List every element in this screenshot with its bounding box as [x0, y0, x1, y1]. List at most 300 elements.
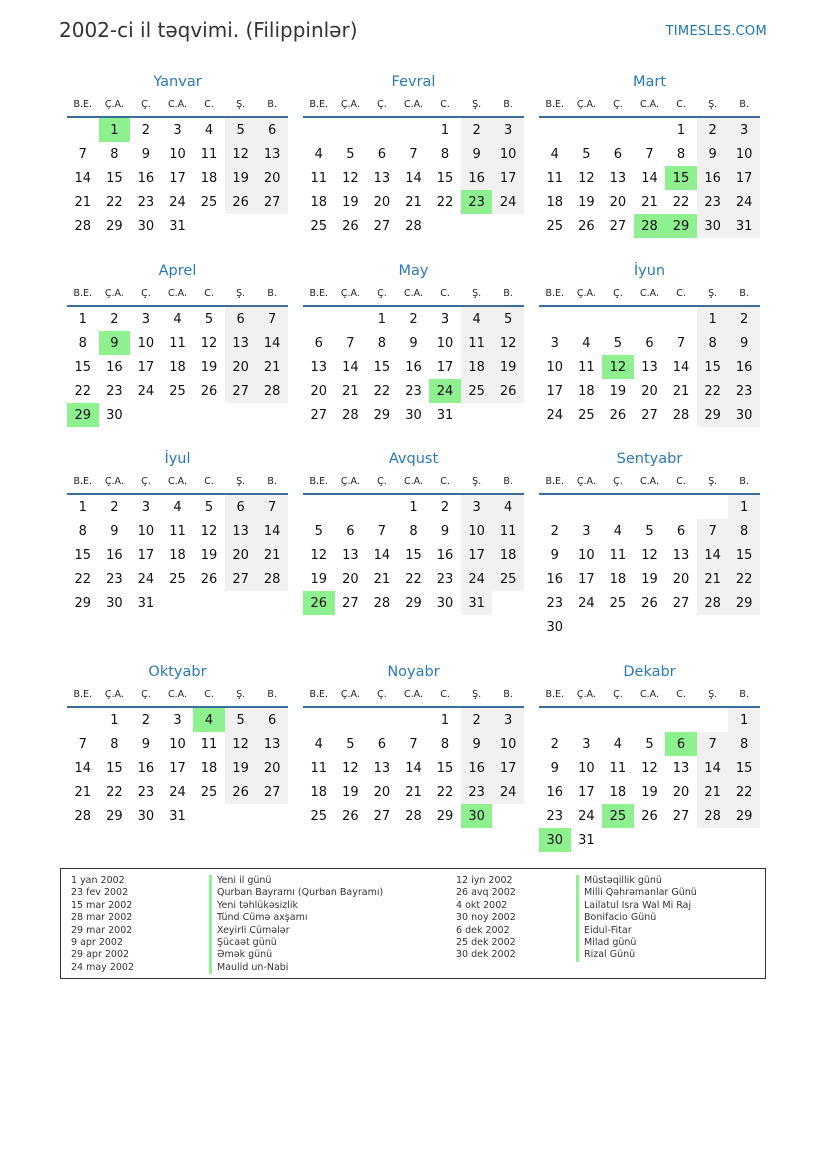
holiday-day-cell[interactable]: 30: [539, 828, 571, 852]
day-cell[interactable]: 27: [225, 567, 257, 591]
day-cell[interactable]: 22: [436, 784, 454, 800]
day-cell[interactable]: 4: [582, 335, 591, 351]
day-cell[interactable]: 11: [578, 359, 595, 375]
day-cell[interactable]: 2: [440, 499, 450, 515]
day-cell[interactable]: 10: [546, 359, 564, 375]
day-cell[interactable]: 18: [546, 194, 564, 210]
day-cell[interactable]: 7: [377, 523, 387, 539]
day-cell[interactable]: 3: [728, 117, 760, 142]
day-cell[interactable]: 29: [405, 595, 422, 611]
day-cell[interactable]: 15: [436, 760, 454, 776]
holiday-day-cell[interactable]: 23: [461, 190, 493, 214]
day-cell[interactable]: 17: [578, 571, 595, 587]
day-cell[interactable]: 19: [200, 359, 218, 375]
day-cell[interactable]: 31: [137, 595, 155, 611]
day-cell[interactable]: 5: [613, 335, 623, 351]
day-cell[interactable]: 28: [342, 407, 359, 423]
day-cell[interactable]: 8: [78, 335, 87, 351]
day-cell[interactable]: 11: [200, 736, 218, 752]
day-cell[interactable]: 7: [78, 736, 87, 752]
day-cell[interactable]: 20: [609, 194, 627, 210]
day-cell[interactable]: 2: [409, 311, 418, 327]
day-cell[interactable]: 11: [200, 146, 218, 162]
day-cell[interactable]: 25: [169, 571, 186, 587]
day-cell[interactable]: 2: [697, 117, 729, 142]
day-cell[interactable]: 6: [346, 523, 355, 539]
day-cell[interactable]: 11: [546, 170, 564, 186]
day-cell[interactable]: 21: [74, 194, 92, 210]
day-cell[interactable]: 17: [728, 166, 760, 190]
day-cell[interactable]: 10: [137, 335, 155, 351]
holiday-day-cell[interactable]: 1: [99, 117, 131, 142]
day-cell[interactable]: 20: [342, 571, 359, 587]
day-cell[interactable]: 16: [461, 756, 493, 780]
day-cell[interactable]: 16: [546, 571, 564, 587]
day-cell[interactable]: 7: [78, 146, 87, 162]
day-cell[interactable]: 22: [405, 571, 422, 587]
day-cell[interactable]: 10: [728, 142, 760, 166]
day-cell[interactable]: 13: [256, 732, 288, 756]
day-cell[interactable]: 1: [440, 712, 450, 728]
day-cell[interactable]: 26: [200, 571, 218, 587]
day-cell[interactable]: 24: [546, 407, 564, 423]
day-cell[interactable]: 30: [106, 407, 123, 423]
day-cell[interactable]: 17: [169, 170, 186, 186]
day-cell[interactable]: 3: [173, 122, 182, 138]
day-cell[interactable]: 7: [409, 736, 418, 752]
day-cell[interactable]: 2: [461, 117, 493, 142]
day-cell[interactable]: 3: [492, 707, 524, 732]
day-cell[interactable]: 20: [256, 756, 288, 780]
day-cell[interactable]: 14: [697, 543, 729, 567]
day-cell[interactable]: 6: [676, 523, 686, 539]
day-cell[interactable]: 20: [373, 784, 391, 800]
day-cell[interactable]: 21: [672, 383, 690, 399]
day-cell[interactable]: 22: [697, 379, 729, 403]
day-cell[interactable]: 10: [169, 736, 186, 752]
day-cell[interactable]: 14: [641, 170, 658, 186]
day-cell[interactable]: 5: [492, 306, 524, 331]
day-cell[interactable]: 14: [74, 760, 92, 776]
day-cell[interactable]: 22: [728, 567, 760, 591]
day-cell[interactable]: 1: [409, 499, 418, 515]
day-cell[interactable]: 27: [672, 595, 690, 611]
day-cell[interactable]: 25: [310, 808, 328, 824]
day-cell[interactable]: 30: [137, 218, 155, 234]
day-cell[interactable]: 11: [169, 523, 186, 539]
day-cell[interactable]: 9: [440, 523, 450, 539]
day-cell[interactable]: 5: [645, 736, 654, 752]
day-cell[interactable]: 9: [141, 146, 151, 162]
day-cell[interactable]: 5: [225, 707, 257, 732]
day-cell[interactable]: 16: [728, 355, 760, 379]
day-cell[interactable]: 21: [256, 543, 288, 567]
day-cell[interactable]: 10: [492, 732, 524, 756]
day-cell[interactable]: 15: [405, 547, 422, 563]
day-cell[interactable]: 17: [461, 543, 493, 567]
day-cell[interactable]: 22: [106, 194, 123, 210]
day-cell[interactable]: 1: [78, 311, 87, 327]
day-cell[interactable]: 6: [613, 146, 623, 162]
day-cell[interactable]: 17: [137, 359, 155, 375]
day-cell[interactable]: 8: [377, 335, 387, 351]
holiday-day-cell[interactable]: 25: [602, 804, 634, 828]
day-cell[interactable]: 3: [173, 712, 182, 728]
day-cell[interactable]: 25: [200, 194, 218, 210]
day-cell[interactable]: 27: [256, 190, 288, 214]
day-cell[interactable]: 7: [697, 732, 729, 756]
day-cell[interactable]: 18: [492, 543, 524, 567]
day-cell[interactable]: 23: [137, 784, 155, 800]
day-cell[interactable]: 4: [173, 499, 182, 515]
holiday-day-cell[interactable]: 29: [665, 214, 697, 238]
day-cell[interactable]: 8: [409, 523, 418, 539]
day-cell[interactable]: 29: [373, 407, 391, 423]
day-cell[interactable]: 10: [578, 547, 595, 563]
day-cell[interactable]: 13: [672, 760, 690, 776]
day-cell[interactable]: 18: [461, 355, 493, 379]
day-cell[interactable]: 1: [110, 712, 119, 728]
day-cell[interactable]: 9: [409, 335, 418, 351]
day-cell[interactable]: 6: [256, 117, 288, 142]
day-cell[interactable]: 21: [373, 571, 391, 587]
day-cell[interactable]: 11: [609, 547, 627, 563]
day-cell[interactable]: 6: [645, 335, 654, 351]
day-cell[interactable]: 7: [256, 306, 288, 331]
day-cell[interactable]: 23: [106, 383, 123, 399]
day-cell[interactable]: 27: [373, 808, 391, 824]
day-cell[interactable]: 2: [141, 122, 151, 138]
day-cell[interactable]: 6: [377, 146, 387, 162]
day-cell[interactable]: 14: [256, 519, 288, 543]
day-cell[interactable]: 14: [405, 760, 422, 776]
day-cell[interactable]: 3: [461, 494, 493, 519]
day-cell[interactable]: 12: [641, 760, 658, 776]
day-cell[interactable]: 15: [373, 359, 391, 375]
day-cell[interactable]: 12: [342, 760, 359, 776]
day-cell[interactable]: 8: [697, 331, 729, 355]
day-cell[interactable]: 4: [173, 311, 182, 327]
day-cell[interactable]: 7: [256, 494, 288, 519]
day-cell[interactable]: 14: [672, 359, 690, 375]
day-cell[interactable]: 29: [436, 808, 454, 824]
day-cell[interactable]: 20: [256, 166, 288, 190]
day-cell[interactable]: 1: [697, 306, 729, 331]
day-cell[interactable]: 8: [676, 146, 686, 162]
day-cell[interactable]: 7: [645, 146, 654, 162]
day-cell[interactable]: 10: [578, 760, 595, 776]
day-cell[interactable]: 31: [169, 218, 186, 234]
day-cell[interactable]: 17: [492, 166, 524, 190]
day-cell[interactable]: 24: [728, 190, 760, 214]
day-cell[interactable]: 18: [609, 571, 627, 587]
day-cell[interactable]: 26: [342, 218, 359, 234]
day-cell[interactable]: 20: [225, 543, 257, 567]
day-cell[interactable]: 30: [137, 808, 155, 824]
day-cell[interactable]: 30: [728, 403, 760, 427]
holiday-day-cell[interactable]: 4: [193, 707, 225, 732]
day-cell[interactable]: 24: [492, 780, 524, 804]
day-cell[interactable]: 14: [405, 170, 422, 186]
holiday-day-cell[interactable]: 26: [303, 591, 335, 615]
day-cell[interactable]: 14: [373, 547, 391, 563]
day-cell[interactable]: 12: [310, 547, 328, 563]
day-cell[interactable]: 27: [672, 808, 690, 824]
day-cell[interactable]: 16: [106, 547, 123, 563]
day-cell[interactable]: 8: [728, 519, 760, 543]
day-cell[interactable]: 13: [373, 170, 391, 186]
day-cell[interactable]: 24: [137, 383, 155, 399]
day-cell[interactable]: 22: [436, 194, 454, 210]
day-cell[interactable]: 5: [204, 499, 214, 515]
day-cell[interactable]: 27: [641, 407, 658, 423]
day-cell[interactable]: 4: [492, 494, 524, 519]
day-cell[interactable]: 25: [546, 218, 564, 234]
day-cell[interactable]: 11: [169, 335, 186, 351]
day-cell[interactable]: 13: [373, 760, 391, 776]
day-cell[interactable]: 13: [342, 547, 359, 563]
day-cell[interactable]: 27: [256, 780, 288, 804]
day-cell[interactable]: 20: [373, 194, 391, 210]
day-cell[interactable]: 17: [137, 547, 155, 563]
day-cell[interactable]: 1: [377, 311, 387, 327]
day-cell[interactable]: 22: [74, 571, 92, 587]
day-cell[interactable]: 22: [672, 194, 690, 210]
day-cell[interactable]: 13: [641, 359, 658, 375]
day-cell[interactable]: 17: [492, 756, 524, 780]
day-cell[interactable]: 31: [169, 808, 186, 824]
day-cell[interactable]: 16: [137, 170, 155, 186]
day-cell[interactable]: 10: [492, 142, 524, 166]
day-cell[interactable]: 7: [697, 519, 729, 543]
day-cell[interactable]: 19: [225, 756, 257, 780]
day-cell[interactable]: 6: [256, 707, 288, 732]
day-cell[interactable]: 22: [106, 784, 123, 800]
day-cell[interactable]: 10: [461, 519, 493, 543]
day-cell[interactable]: 20: [225, 355, 257, 379]
day-cell[interactable]: 23: [137, 194, 155, 210]
day-cell[interactable]: 18: [200, 760, 218, 776]
day-cell[interactable]: 3: [141, 499, 151, 515]
day-cell[interactable]: 9: [550, 760, 559, 776]
day-cell[interactable]: 19: [492, 355, 524, 379]
day-cell[interactable]: 22: [728, 780, 760, 804]
day-cell[interactable]: 26: [578, 218, 595, 234]
day-cell[interactable]: 6: [225, 494, 257, 519]
day-cell[interactable]: 3: [440, 311, 450, 327]
day-cell[interactable]: 15: [697, 355, 729, 379]
holiday-day-cell[interactable]: 29: [67, 403, 99, 427]
day-cell[interactable]: 19: [609, 383, 627, 399]
day-cell[interactable]: 17: [578, 784, 595, 800]
day-cell[interactable]: 10: [169, 146, 186, 162]
day-cell[interactable]: 19: [225, 166, 257, 190]
day-cell[interactable]: 1: [728, 707, 760, 732]
day-cell[interactable]: 1: [676, 122, 686, 138]
day-cell[interactable]: 1: [78, 499, 87, 515]
day-cell[interactable]: 16: [461, 166, 493, 190]
day-cell[interactable]: 13: [225, 519, 257, 543]
day-cell[interactable]: 26: [342, 808, 359, 824]
day-cell[interactable]: 25: [492, 567, 524, 591]
day-cell[interactable]: 2: [110, 499, 119, 515]
day-cell[interactable]: 12: [492, 331, 524, 355]
day-cell[interactable]: 31: [436, 407, 454, 423]
day-cell[interactable]: 5: [346, 146, 355, 162]
day-cell[interactable]: 15: [106, 760, 123, 776]
day-cell[interactable]: 21: [641, 194, 658, 210]
day-cell[interactable]: 23: [546, 808, 564, 824]
holiday-day-cell[interactable]: 24: [429, 379, 461, 403]
day-cell[interactable]: 13: [225, 331, 257, 355]
day-cell[interactable]: 25: [310, 218, 328, 234]
day-cell[interactable]: 18: [169, 359, 186, 375]
day-cell[interactable]: 4: [461, 306, 493, 331]
day-cell[interactable]: 30: [106, 595, 123, 611]
day-cell[interactable]: 1: [728, 494, 760, 519]
day-cell[interactable]: 13: [256, 142, 288, 166]
day-cell[interactable]: 29: [106, 808, 123, 824]
day-cell[interactable]: 26: [492, 379, 524, 403]
day-cell[interactable]: 28: [74, 218, 92, 234]
day-cell[interactable]: 16: [405, 359, 422, 375]
day-cell[interactable]: 3: [141, 311, 151, 327]
day-cell[interactable]: 21: [405, 194, 422, 210]
day-cell[interactable]: 2: [550, 736, 559, 752]
day-cell[interactable]: 23: [436, 571, 454, 587]
day-cell[interactable]: 20: [310, 383, 328, 399]
day-cell[interactable]: 19: [342, 784, 359, 800]
day-cell[interactable]: 9: [728, 331, 760, 355]
day-cell[interactable]: 20: [641, 383, 658, 399]
day-cell[interactable]: 29: [728, 804, 760, 828]
day-cell[interactable]: 13: [609, 170, 627, 186]
day-cell[interactable]: 19: [342, 194, 359, 210]
day-cell[interactable]: 19: [310, 571, 328, 587]
day-cell[interactable]: 31: [728, 214, 760, 238]
day-cell[interactable]: 6: [314, 335, 323, 351]
day-cell[interactable]: 9: [697, 142, 729, 166]
day-cell[interactable]: 19: [578, 194, 595, 210]
holiday-day-cell[interactable]: 28: [634, 214, 666, 238]
day-cell[interactable]: 20: [672, 571, 690, 587]
day-cell[interactable]: 2: [141, 712, 151, 728]
day-cell[interactable]: 5: [314, 523, 323, 539]
day-cell[interactable]: 18: [169, 547, 186, 563]
holiday-day-cell[interactable]: 12: [602, 355, 634, 379]
day-cell[interactable]: 7: [409, 146, 418, 162]
day-cell[interactable]: 16: [106, 359, 123, 375]
day-cell[interactable]: 31: [578, 832, 595, 848]
day-cell[interactable]: 26: [641, 808, 658, 824]
day-cell[interactable]: 6: [377, 736, 387, 752]
day-cell[interactable]: 28: [697, 591, 729, 615]
day-cell[interactable]: 9: [141, 736, 151, 752]
day-cell[interactable]: 27: [609, 218, 627, 234]
day-cell[interactable]: 27: [225, 379, 257, 403]
day-cell[interactable]: 11: [310, 760, 328, 776]
day-cell[interactable]: 23: [697, 190, 729, 214]
day-cell[interactable]: 19: [641, 784, 658, 800]
day-cell[interactable]: 28: [405, 808, 422, 824]
day-cell[interactable]: 16: [697, 166, 729, 190]
day-cell[interactable]: 15: [728, 543, 760, 567]
day-cell[interactable]: 25: [609, 595, 627, 611]
day-cell[interactable]: 14: [342, 359, 359, 375]
day-cell[interactable]: 26: [225, 190, 257, 214]
day-cell[interactable]: 29: [106, 218, 123, 234]
day-cell[interactable]: 3: [582, 736, 591, 752]
day-cell[interactable]: 8: [440, 736, 450, 752]
day-cell[interactable]: 15: [728, 756, 760, 780]
day-cell[interactable]: 4: [550, 146, 559, 162]
brand-link[interactable]: TIMESLES.COM: [665, 24, 767, 39]
day-cell[interactable]: 12: [200, 523, 218, 539]
day-cell[interactable]: 18: [200, 170, 218, 186]
day-cell[interactable]: 9: [110, 523, 119, 539]
day-cell[interactable]: 12: [225, 732, 257, 756]
day-cell[interactable]: 29: [728, 591, 760, 615]
day-cell[interactable]: 9: [550, 547, 559, 563]
day-cell[interactable]: 30: [405, 407, 422, 423]
day-cell[interactable]: 20: [672, 784, 690, 800]
day-cell[interactable]: 23: [728, 379, 760, 403]
day-cell[interactable]: 7: [346, 335, 355, 351]
day-cell[interactable]: 2: [728, 306, 760, 331]
day-cell[interactable]: 26: [200, 383, 218, 399]
day-cell[interactable]: 18: [578, 383, 595, 399]
day-cell[interactable]: 26: [225, 780, 257, 804]
day-cell[interactable]: 30: [436, 595, 454, 611]
day-cell[interactable]: 21: [74, 784, 92, 800]
day-cell[interactable]: 15: [106, 170, 123, 186]
day-cell[interactable]: 15: [436, 170, 454, 186]
day-cell[interactable]: 21: [256, 355, 288, 379]
day-cell[interactable]: 5: [645, 523, 654, 539]
day-cell[interactable]: 12: [641, 547, 658, 563]
day-cell[interactable]: 7: [676, 335, 686, 351]
day-cell[interactable]: 12: [342, 170, 359, 186]
day-cell[interactable]: 10: [137, 523, 155, 539]
day-cell[interactable]: 25: [200, 784, 218, 800]
day-cell[interactable]: 10: [436, 335, 454, 351]
day-cell[interactable]: 2: [110, 311, 119, 327]
day-cell[interactable]: 16: [436, 547, 454, 563]
day-cell[interactable]: 16: [546, 784, 564, 800]
day-cell[interactable]: 5: [225, 117, 257, 142]
day-cell[interactable]: 5: [582, 146, 591, 162]
day-cell[interactable]: 8: [440, 146, 450, 162]
day-cell[interactable]: 3: [550, 335, 559, 351]
day-cell[interactable]: 11: [310, 170, 328, 186]
day-cell[interactable]: 22: [74, 383, 92, 399]
day-cell[interactable]: 19: [641, 571, 658, 587]
holiday-day-cell[interactable]: 30: [461, 804, 493, 828]
day-cell[interactable]: 2: [461, 707, 493, 732]
day-cell[interactable]: 24: [169, 194, 186, 210]
day-cell[interactable]: 28: [74, 808, 92, 824]
holiday-day-cell[interactable]: 9: [99, 331, 131, 355]
day-cell[interactable]: 14: [74, 170, 92, 186]
day-cell[interactable]: 3: [492, 117, 524, 142]
day-cell[interactable]: 27: [310, 407, 328, 423]
day-cell[interactable]: 8: [78, 523, 87, 539]
day-cell[interactable]: 24: [137, 571, 155, 587]
day-cell[interactable]: 12: [578, 170, 595, 186]
day-cell[interactable]: 27: [342, 595, 359, 611]
day-cell[interactable]: 8: [728, 732, 760, 756]
day-cell[interactable]: 29: [74, 595, 92, 611]
